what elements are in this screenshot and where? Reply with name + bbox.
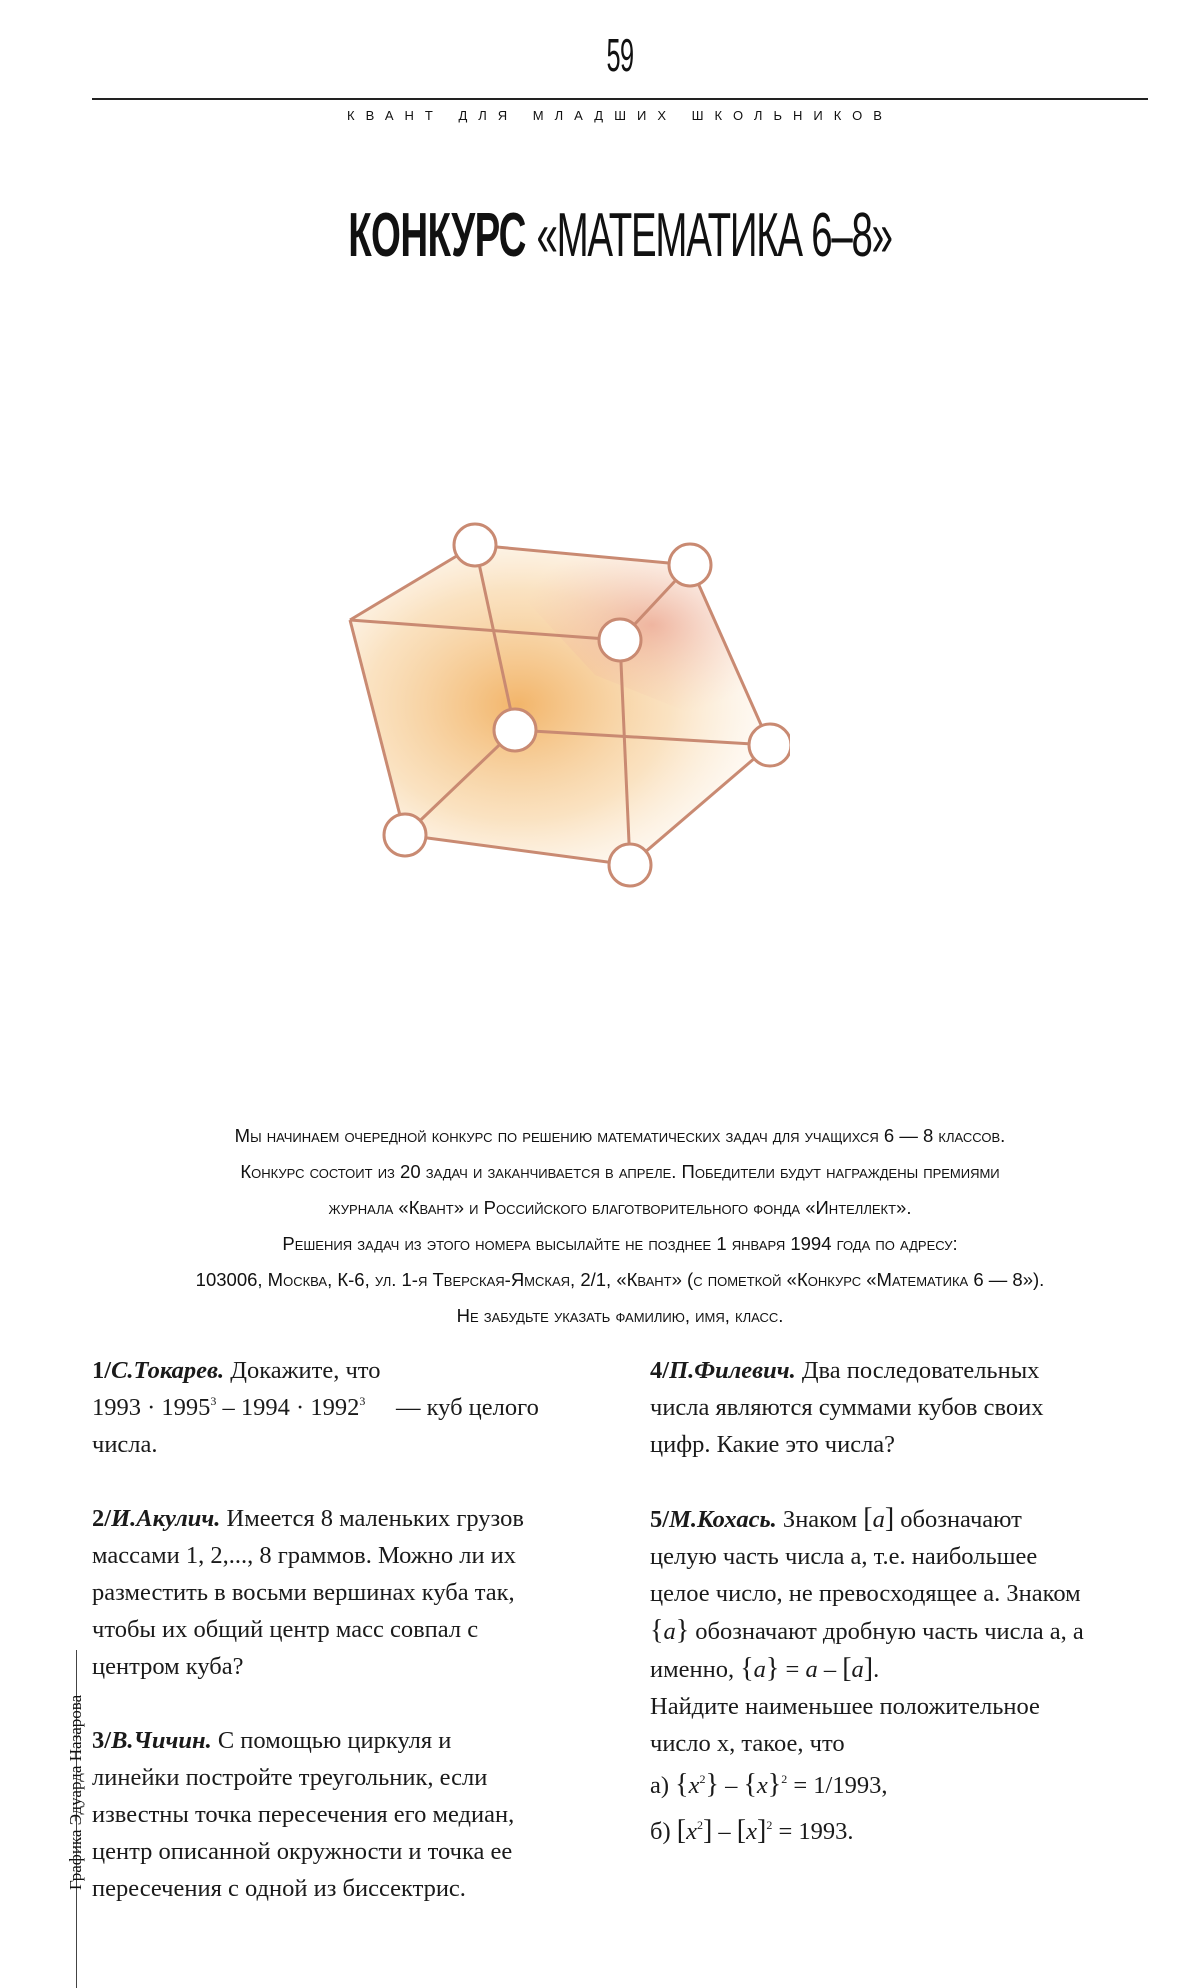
formula-exponent: 2 — [696, 1818, 703, 1832]
problem-text: число x, такое, что — [650, 1730, 845, 1757]
problem-text: центр описанной окружности и точка ее — [92, 1838, 513, 1865]
problem-text: центром куба? — [92, 1653, 244, 1680]
math-var: a — [805, 1656, 818, 1683]
math-var: x — [688, 1772, 700, 1799]
problem-author: П.Филевич. — [669, 1357, 796, 1384]
problem-2 — [92, 1500, 652, 1685]
problem-text: — куб целого — [395, 1394, 539, 1421]
illustration-credit: Графика Эдуарда Назарова — [66, 1694, 85, 1890]
intro-line: Решения задач из этого номера высылайте не позднее 1 января 1994 года по адресу: — [282, 1233, 958, 1254]
problem-number: 4/ — [650, 1357, 670, 1384]
title-light: «МАТЕМАТИКА 6–8» — [536, 201, 892, 270]
problem-text: чтобы их общий центр масс совпал с — [92, 1616, 479, 1643]
contest-intro — [80, 1118, 1160, 1334]
math-var: x — [756, 1772, 768, 1799]
intro-line: 103006, Москва, К-6, ул. 1-я Тверская-Ямская, 2/1, «Квант» (с пометкой «Конкурс «Математика 6 — 8»). — [195, 1269, 1045, 1290]
problem-text: С помощью циркуля и — [217, 1727, 452, 1754]
problem-text: обозначают дробную часть числа a, а — [695, 1618, 1084, 1645]
problem-text: массами 1, 2,..., 8 граммов. Можно ли их — [92, 1542, 517, 1569]
problem-text: известны точка пересечения его медиан, — [92, 1801, 515, 1828]
problem-author: С.Токарев. — [111, 1357, 225, 1384]
problem-text: Два последовательных — [801, 1357, 1040, 1384]
problem-item-a: а) $\{x^2\} - \{x\}^2 = 1/1993$, — [650, 1769, 888, 1800]
cube-illustration — [330, 500, 790, 920]
math-var: x — [686, 1818, 697, 1845]
problem-author: В.Чичин. — [111, 1727, 212, 1754]
problem-number: 5/ — [650, 1506, 670, 1533]
formula-part: – 1994 · 1992 — [216, 1394, 360, 1421]
formula-exponent: 3 — [359, 1394, 366, 1408]
problem-text: цифр. Какие это числа? — [650, 1431, 896, 1458]
problem-author: М.Кохась. — [669, 1506, 777, 1533]
problem-5: 5/М.Кохась. Знаком [a] обозначают целую часть числа a, т.е. наибольшее целое число, не превосходящее a. Знаком {a} обозначают дробную часть числа a, а именно, {a} = a – [a]. Найдите наименьшее положительное число x, такое, что а) $\{x^2\} - \{x\}^2 = 1/1993$, б) $[x^2] - [x]^2 = 1993$. — [650, 1500, 1170, 1850]
formula-exponent: 3 — [210, 1394, 217, 1408]
item-label: а) — [650, 1772, 670, 1799]
title-bold: КОНКУРС — [348, 201, 526, 270]
problem-text: Знаком — [782, 1506, 864, 1533]
problem-formula — [92, 1389, 652, 1426]
problem-text: целое число, не превосходящее a. Знаком — [650, 1580, 1081, 1607]
math-var: a — [753, 1656, 766, 1683]
formula-exponent: 2 — [766, 1818, 773, 1832]
problem-text: целую часть числа a, т.е. наибольшее — [650, 1543, 1038, 1570]
problem-number: 1/ — [92, 1357, 112, 1384]
page-number: 59 — [606, 29, 634, 81]
intro-line: Не забудьте указать фамилию, имя, класс. — [456, 1305, 784, 1326]
intro-line: Мы начинаем очередной конкурс по решению математических задач для учащихся 6 — 8 классов. — [234, 1125, 1006, 1146]
problem-number: 2/ — [92, 1505, 112, 1532]
problem-text: разместить в восьми вершинах куба так, — [92, 1579, 515, 1606]
item-label: б) — [650, 1818, 671, 1845]
formula-exponent: 2 — [781, 1772, 788, 1786]
problem-text: именно, — [650, 1656, 741, 1683]
header-rule — [92, 98, 1148, 100]
problem-text: пересечения с одной из биссектрис. — [92, 1875, 466, 1902]
formula-part: = 1993. — [778, 1818, 854, 1845]
problem-text: числа являются суммами кубов своих — [650, 1394, 1044, 1421]
intro-line: Конкурс состоит из 20 задач и заканчивается в апреле. Победители будут награждены премиями — [240, 1161, 1000, 1182]
problem-1 — [92, 1352, 652, 1463]
intro-line: журнала «Квант» и Российского благотворительного фонда «Интеллект». — [328, 1197, 912, 1218]
math-var: a — [851, 1656, 864, 1683]
problem-3 — [92, 1722, 652, 1907]
formula-exponent: 2 — [699, 1772, 706, 1786]
problem-author: И.Акулич. — [111, 1505, 221, 1532]
problem-text: обозначают — [900, 1506, 1022, 1533]
running-head: КВАНТ ДЛЯ МЛАДШИХ ШКОЛЬНИКОВ — [347, 108, 893, 123]
formula-part: = 1/1993, — [793, 1772, 888, 1799]
problem-text: числа. — [92, 1431, 158, 1458]
math-var: a — [663, 1618, 676, 1645]
math-var: x — [746, 1818, 757, 1845]
page-title — [236, 200, 1005, 271]
problem-text: линейки постройте треугольник, если — [92, 1764, 488, 1791]
problem-item-b: б) $[x^2] - [x]^2 = 1993$. — [650, 1815, 854, 1846]
problem-text: Докажите, что — [230, 1357, 381, 1384]
math-var: a — [872, 1506, 885, 1533]
formula-part: 1993 · 1995 — [92, 1394, 211, 1421]
problem-4 — [650, 1352, 1170, 1463]
problem-text: Найдите наименьшее положительное — [650, 1693, 1040, 1720]
problem-number: 3/ — [92, 1727, 112, 1754]
problem-text: Имеется 8 маленьких грузов — [226, 1505, 524, 1532]
